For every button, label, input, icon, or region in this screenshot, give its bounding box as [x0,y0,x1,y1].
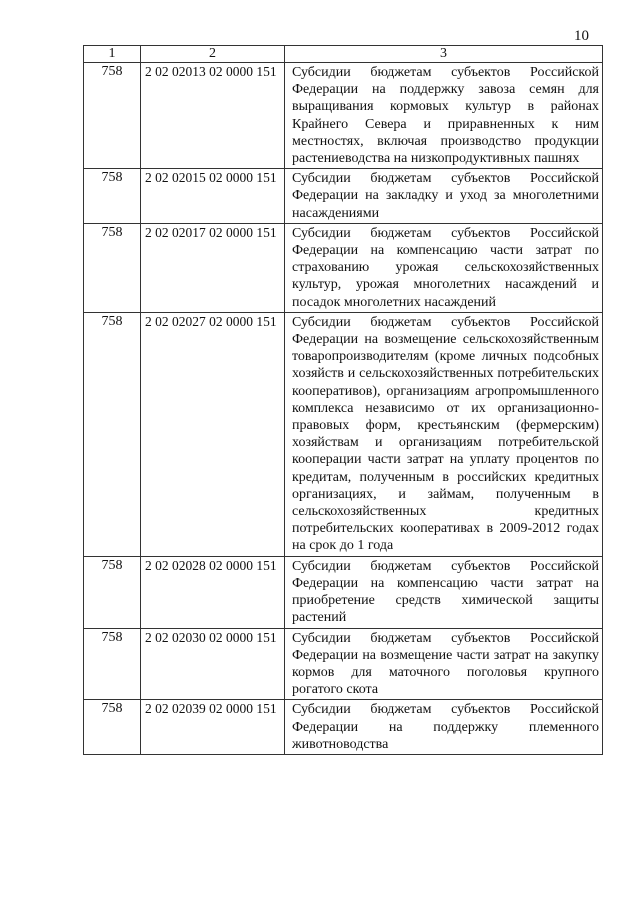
admin-code-cell: 758 [84,628,141,700]
table-header-row [84,46,603,63]
admin-code-cell: 758 [84,312,141,556]
table-row [84,223,603,312]
revenue-code-cell: 2 02 02017 02 0000 151 [141,223,285,312]
table-row [84,556,603,628]
table-row [84,628,603,700]
admin-code-cell: 758 [84,556,141,628]
description-cell: Субсидии бюджетам субъектов Российской Федерации на закладку и уход за многолетними насаждениями [292,171,599,221]
column-header-1: 1 [84,46,141,63]
description-cell: Субсидии бюджетам субъектов Российской Федерации на поддержку племенного животноводства [292,702,599,752]
revenue-code-cell: 2 02 02028 02 0000 151 [141,556,285,628]
revenue-code-cell: 2 02 02015 02 0000 151 [141,169,285,224]
budget-codes-table [83,45,603,755]
column-header-3: 3 [285,46,603,63]
revenue-code-cell: 2 02 02027 02 0000 151 [141,312,285,556]
revenue-code-cell: 2 02 02013 02 0000 151 [141,63,285,169]
admin-code-cell: 758 [84,223,141,312]
page-number: 10 [574,28,589,44]
table-row [84,700,603,755]
admin-code-cell: 758 [84,63,141,169]
description-cell: Субсидии бюджетам субъектов Российской Федерации на компенсацию части затрат по страхованию урожая сельскохозяйственных культур, урожая многолетних насаждений и посадок многолетних насаждений [292,225,599,310]
description-cell: Субсидии бюджетам субъектов Российской Федерации на компенсацию части затрат на приобретение средств химической защиты растений [292,558,599,626]
table-row [84,312,603,556]
description-cell: Субсидии бюджетам субъектов Российской Федерации на поддержку завоза семян для выращивания кормовых культур в районах Крайнего Севера и приравненных к ним местностях, включая производство продукции растениеводства на низкопродуктивных пашнях [292,65,599,167]
description-cell: Субсидии бюджетам субъектов Российской Федерации на возмещение части затрат на закупку кормов для маточного поголовья крупного рогатого скота [292,630,599,698]
table-row [84,63,603,169]
table-row [84,169,603,224]
revenue-code-cell: 2 02 02039 02 0000 151 [141,700,285,755]
description-cell: Субсидии бюджетам субъектов Российской Федерации на возмещение сельскохозяйственным товаропроизводителям (кроме личных подсобных хозяйств и сельскохозяйственных потребительских кооперативов), организациям агропромышленного комплекса независимо от их организационно-правовых форм, крестьянским (фермерским) хозяйствам и организациям потребительской кооперации части затрат на уплату процентов по кредитам, полученным в российских кредитных организациях, и займам, полученным в сельскохозяйственных кредитных потребительских кооперативах в 2009-2012 годах на срок до 1 года [292,314,599,554]
admin-code-cell: 758 [84,700,141,755]
column-header-2: 2 [141,46,285,63]
revenue-code-cell: 2 02 02030 02 0000 151 [141,628,285,700]
admin-code-cell: 758 [84,169,141,224]
